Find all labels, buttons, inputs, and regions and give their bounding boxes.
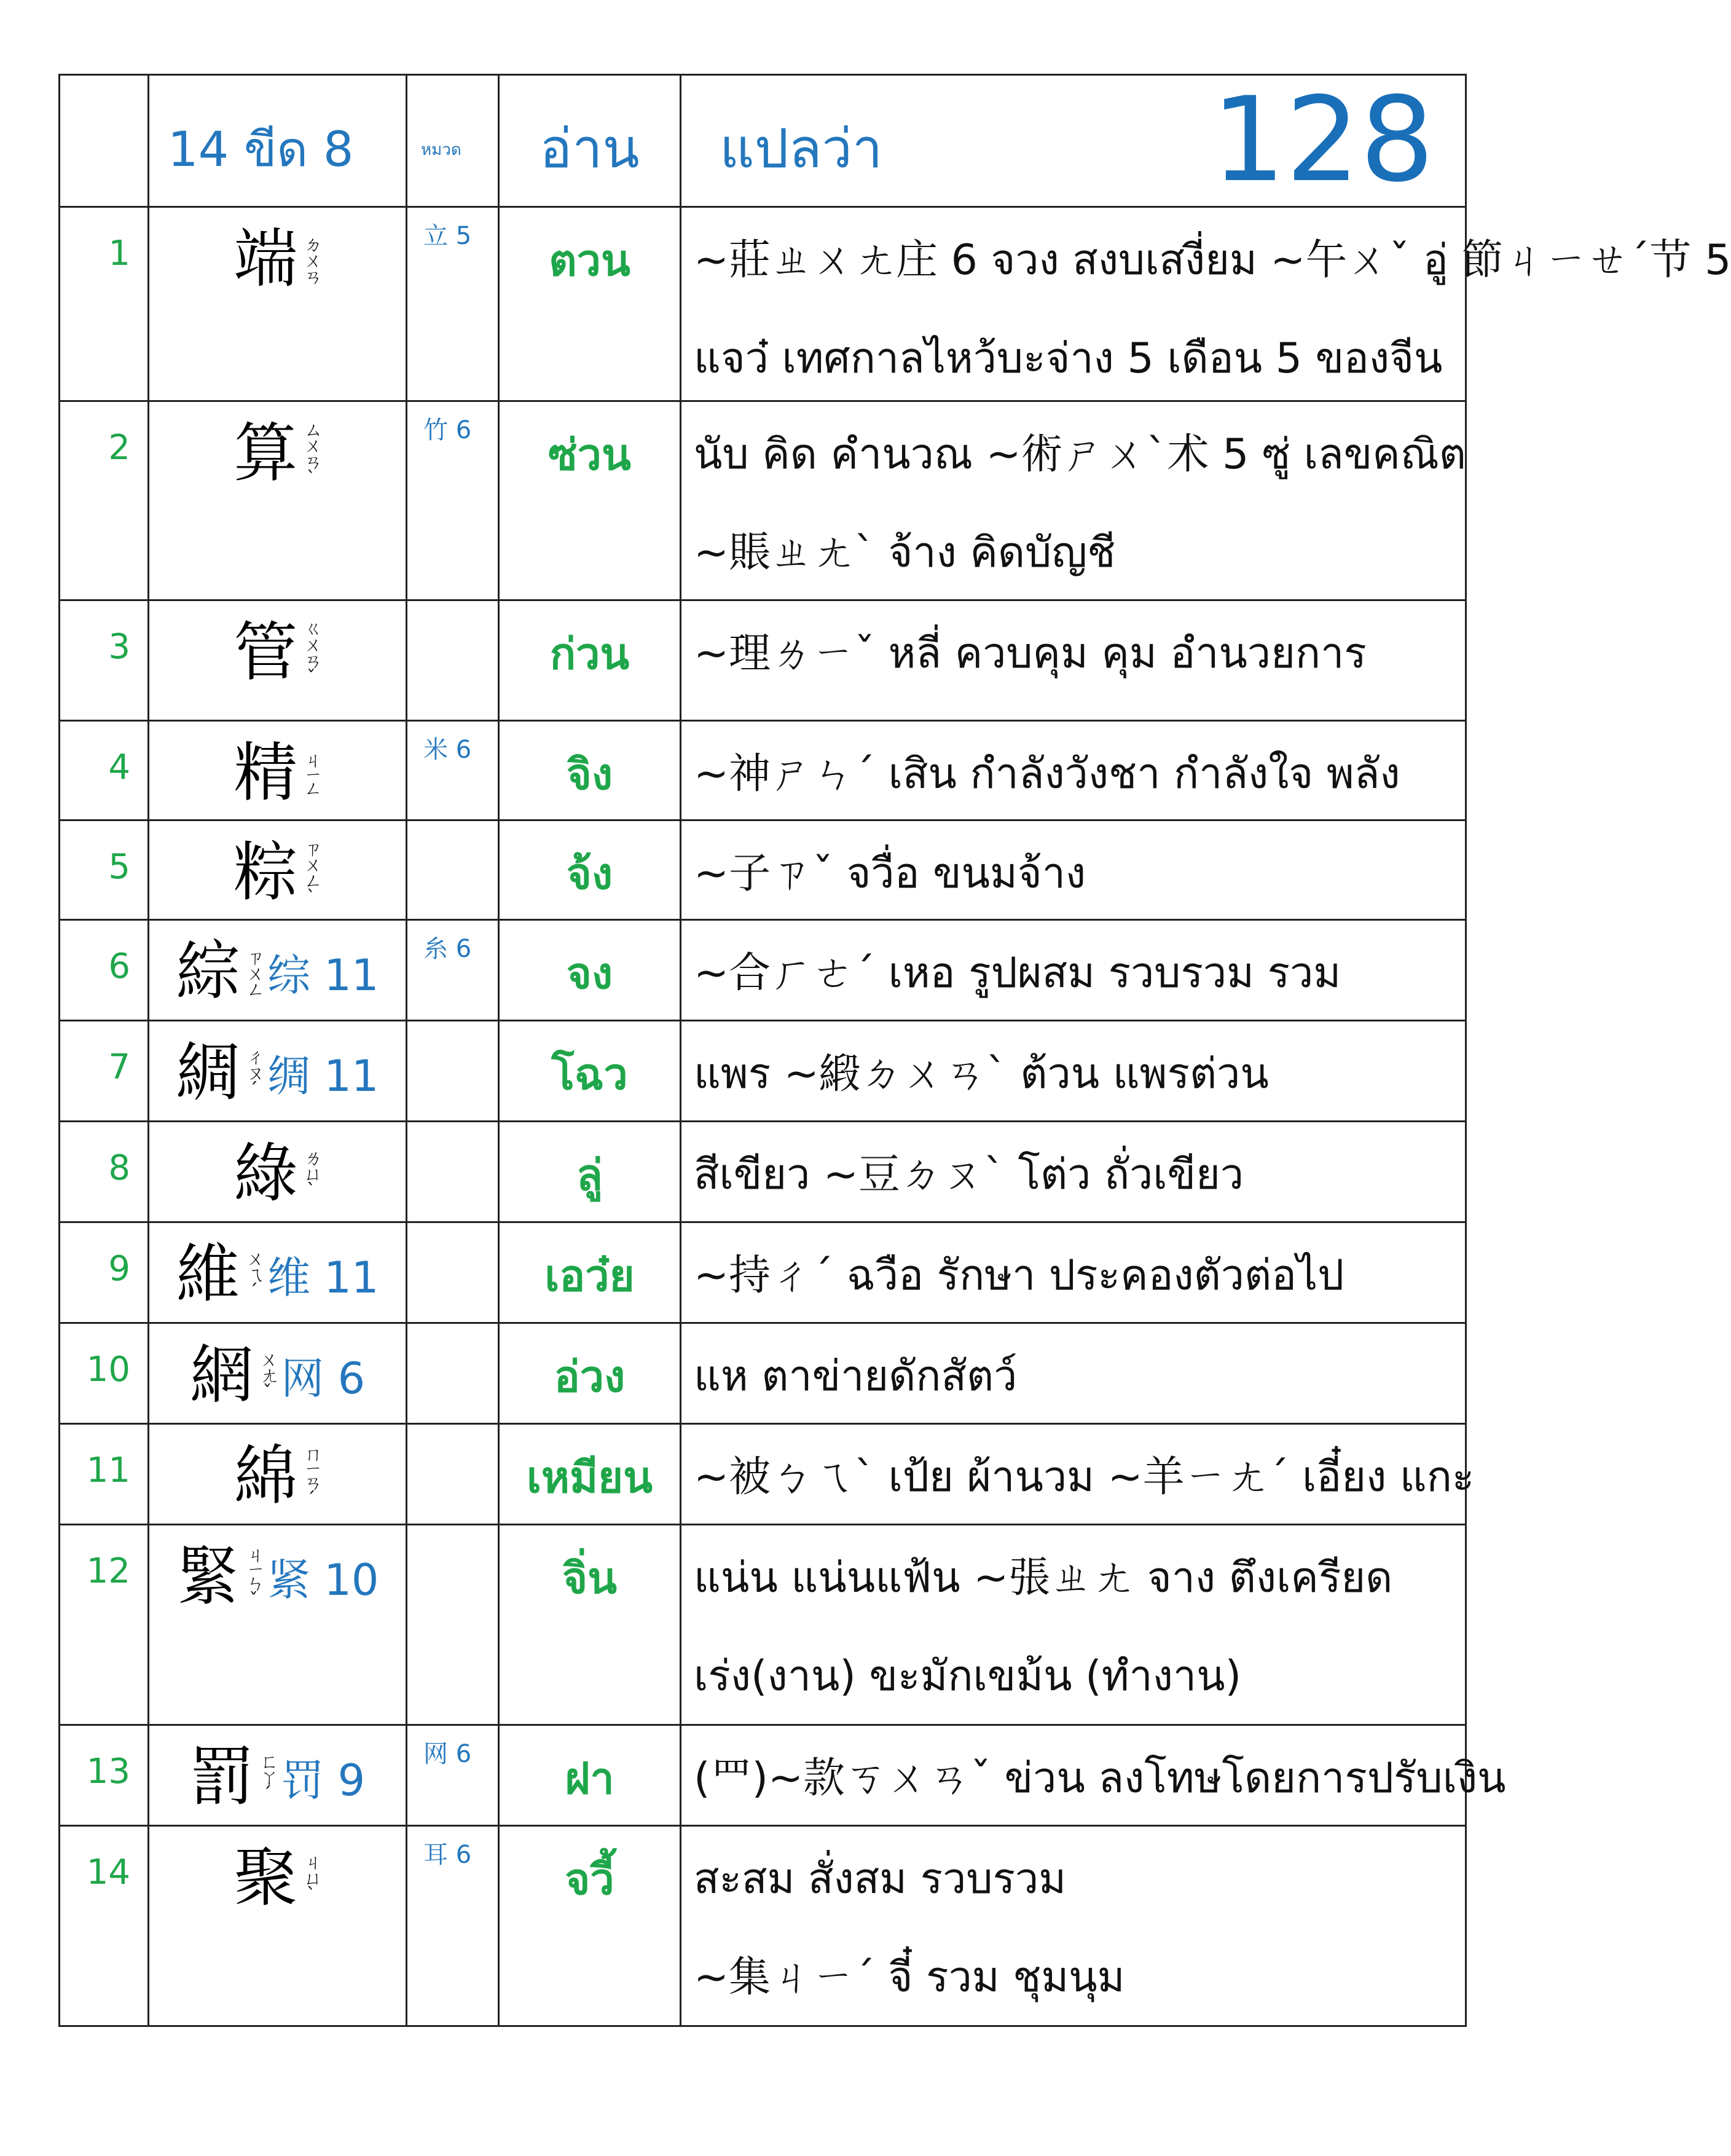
meaning-text <box>681 1122 1465 1206</box>
reading-cell <box>499 1021 681 1122</box>
simplified-character: 网 6 <box>281 1353 366 1404</box>
character-group <box>149 1425 406 1511</box>
traditional-character: 端 <box>234 221 298 296</box>
thai-reading: จิ่น <box>562 1553 617 1603</box>
traditional-character: 罰 <box>189 1739 254 1814</box>
page-number: 128 <box>1211 72 1434 208</box>
character-group <box>149 1827 406 1913</box>
number-cell <box>60 820 149 920</box>
reading-cell <box>499 401 681 600</box>
table-row <box>60 1725 1466 1826</box>
entry-number: 3 <box>108 627 130 667</box>
meaning-line: ~子ㄗˇ จวื่อ ขนมจ้าง <box>694 849 1086 898</box>
zhuyin-annotation <box>243 948 264 996</box>
entry-number: 9 <box>108 1249 130 1289</box>
character-group <box>149 402 406 488</box>
meaning-text <box>681 1324 1465 1407</box>
zhuyin-annotation <box>300 1444 321 1508</box>
entry-number: 1 <box>108 234 130 273</box>
meaning-text <box>681 1021 1465 1105</box>
character-group <box>149 722 406 808</box>
meaning-line: ~理ㄌㄧˇ หลี่ ควบคุม คุม อำนวยการ <box>694 629 1367 678</box>
table-row <box>60 1424 1466 1525</box>
traditional-character: 綜 <box>176 934 240 1009</box>
number-cell <box>60 1826 149 2026</box>
dictionary-table <box>58 72 1731 2027</box>
character-cell <box>149 600 407 721</box>
number-cell <box>60 1323 149 1424</box>
character-group <box>149 921 406 1007</box>
radical-cell <box>407 1122 499 1222</box>
meaning-text <box>681 921 1465 1004</box>
character-group <box>149 601 406 690</box>
radical-cell <box>407 1826 499 2026</box>
zhuyin-text: ㄍㄨㄢˇ <box>300 618 322 686</box>
thai-reading: จวี้ <box>565 1854 614 1905</box>
table-row <box>60 1525 1466 1725</box>
traditional-character: 維 <box>176 1237 240 1312</box>
meaning-cell <box>681 600 1466 721</box>
meaning-text <box>681 1827 1465 2008</box>
character-cell <box>149 207 407 401</box>
table-row <box>60 207 1466 401</box>
meaning-text <box>681 722 1465 805</box>
thai-reading: ซ่วน <box>548 430 631 480</box>
thai-reading: ฝา <box>565 1753 614 1804</box>
meaning-cell <box>681 1021 1466 1122</box>
zhuyin-annotation <box>300 420 321 487</box>
radical-label: 网 6 <box>423 1740 472 1768</box>
character-group <box>149 1525 406 1614</box>
table-row <box>60 600 1466 721</box>
header-strokes-cell <box>149 75 407 207</box>
meaning-text <box>681 402 1465 584</box>
zhuyin-annotation <box>300 1148 321 1199</box>
meaning-text <box>681 1223 1465 1307</box>
meaning-line: นับ คิด คำนวณ ~術ㄕㄨˋ术 5 ซู่ เลขคณิต <box>694 430 1466 479</box>
zhuyin-text: ㄈㄚˊ <box>256 1751 278 1803</box>
meaning-text <box>681 1425 1475 1508</box>
meaning-line: สะสม สั่งสม รวบรวม <box>694 1855 1067 1903</box>
zhuyin-annotation <box>256 1350 278 1401</box>
thai-reading: ก่วน <box>549 629 630 679</box>
table-row <box>60 1122 1466 1222</box>
table-row <box>60 401 1466 600</box>
meaning-line: ~被ㄅㄟˋ เป้ย ผ้านวม ~羊ㄧㄤˊ เอี๋ยง แกะ <box>694 1453 1475 1501</box>
reading-cell <box>499 1323 681 1424</box>
entry-number: 10 <box>86 1350 130 1390</box>
meaning-text <box>681 1726 1506 1809</box>
meaning-text <box>681 821 1465 905</box>
traditional-character: 算 <box>234 415 298 490</box>
number-cell <box>60 401 149 600</box>
header-number-cell <box>60 75 149 207</box>
reading-cell <box>499 1826 681 2026</box>
reading-cell <box>499 1122 681 1222</box>
character-group <box>149 1021 406 1108</box>
meaning-text <box>681 1525 1465 1707</box>
radical-cell <box>407 207 499 401</box>
radical-cell <box>407 920 499 1021</box>
simplified-character: 绸 11 <box>267 1050 379 1101</box>
radical-cell <box>407 1021 499 1122</box>
zhuyin-text: ㄐㄧㄥ <box>300 750 322 795</box>
traditional-character: 綠 <box>234 1136 298 1211</box>
meaning-heading: แปลว่า <box>720 117 883 180</box>
reading-cell <box>499 1725 681 1826</box>
meaning-line: ~莊ㄓㄨㄤ庄 6 จวง สงบเสงี่ยม ~午ㄨˇ อู่ 節ㄐㄧㄝˊ节 5 <box>694 236 1731 285</box>
thai-reading: เหมียน <box>526 1452 653 1503</box>
traditional-character: 綿 <box>234 1438 298 1513</box>
number-cell <box>60 1424 149 1525</box>
zhuyin-text: ㄇㄧㄢˊ <box>300 1444 322 1508</box>
radical-label: 糸 6 <box>423 935 472 963</box>
character-group <box>149 1324 406 1410</box>
header-meaning-cell <box>681 72 1466 208</box>
character-cell <box>149 920 407 1021</box>
radical-label: 耳 6 <box>423 1841 472 1869</box>
meaning-line: ~賬ㄓㄤˋ จ้าง คิดบัญชี <box>694 529 1116 577</box>
entry-number: 13 <box>86 1752 130 1792</box>
zhuyin-text: ㄌㄩˋ <box>300 1147 322 1199</box>
meaning-cell <box>681 207 1731 401</box>
traditional-character: 粽 <box>234 835 298 910</box>
header-reading-cell <box>499 75 681 207</box>
simplified-character: 维 11 <box>267 1252 379 1303</box>
meaning-line: ~神ㄕㄣˊ เสิน กำลังวังชา กำลังใจ พลัง <box>694 750 1400 798</box>
thai-reading: จิง <box>566 749 613 800</box>
zhuyin-annotation <box>300 235 321 283</box>
radical-cell <box>407 1725 499 1826</box>
zhuyin-annotation <box>300 1852 321 1903</box>
character-cell <box>149 1826 407 2026</box>
meaning-cell <box>681 1725 1506 1826</box>
entry-number: 8 <box>108 1148 130 1188</box>
zhuyin-text: ㄗㄨㄥˋ <box>300 838 322 906</box>
entry-number: 4 <box>108 747 130 787</box>
zhuyin-annotation <box>243 1545 264 1608</box>
reading-cell <box>499 1525 681 1725</box>
simplified-character: 综 11 <box>267 950 379 1001</box>
number-cell <box>60 721 149 820</box>
header-radical-cell <box>407 75 499 207</box>
meaning-text <box>681 208 1731 390</box>
traditional-character: 管 <box>234 615 298 690</box>
zhuyin-text: ㄔㄡˊ <box>243 1047 265 1098</box>
traditional-character: 緊 <box>176 1539 240 1614</box>
thai-reading: โฉว <box>551 1049 628 1100</box>
traditional-character: 聚 <box>234 1840 298 1915</box>
meaning-cell <box>681 1122 1466 1222</box>
number-cell <box>60 920 149 1021</box>
zhuyin-text: ㄨㄟˊ <box>243 1248 265 1300</box>
header-row <box>60 75 1466 207</box>
radical-cell <box>407 600 499 721</box>
zhuyin-text: ㄐㄧㄣˇ <box>243 1544 265 1608</box>
traditional-character: 網 <box>189 1337 254 1412</box>
radical-cell <box>407 1525 499 1725</box>
character-cell <box>149 1525 407 1725</box>
zhuyin-annotation <box>300 619 321 686</box>
zhuyin-text: ㄨㄤˇ <box>256 1349 278 1401</box>
character-cell <box>149 1424 407 1525</box>
simplified-character: 紧 10 <box>267 1554 379 1605</box>
meaning-line: ~合ㄏㄜˊ เหอ รูปผสม รวบรวม รวม <box>694 949 1341 997</box>
zhuyin-annotation <box>243 1047 264 1098</box>
meaning-line: เร่ง(งาน) ขะมักเขม้น (ทำงาน) <box>694 1652 1242 1701</box>
meaning-line: ~集ㄐㄧˊ จี๋ รวม ชุมนุม <box>694 1953 1125 2002</box>
entry-number: 2 <box>108 428 130 468</box>
thai-reading: เอว๋ย <box>544 1251 635 1301</box>
radical-label: 米 6 <box>423 736 472 764</box>
meaning-text <box>681 601 1465 685</box>
zhuyin-text: ㄙㄨㄢˋ <box>300 419 322 487</box>
thai-reading: ตวน <box>549 235 630 286</box>
reading-cell <box>499 207 681 401</box>
reading-cell <box>499 920 681 1021</box>
meaning-cell <box>681 920 1466 1021</box>
character-group <box>149 1122 406 1211</box>
thai-reading: ลู่ <box>576 1150 603 1200</box>
number-cell <box>60 1122 149 1222</box>
entry-number: 12 <box>86 1551 130 1591</box>
thai-reading: อ่วง <box>554 1351 626 1402</box>
character-cell <box>149 1122 407 1222</box>
entry-number: 7 <box>108 1047 130 1087</box>
radical-label: 立 5 <box>423 222 472 250</box>
radical-cell <box>407 401 499 600</box>
meaning-cell <box>681 1323 1466 1424</box>
traditional-character: 綢 <box>176 1035 240 1110</box>
meaning-cell <box>681 1424 1475 1525</box>
traditional-character: 精 <box>234 735 298 810</box>
character-group <box>149 208 406 294</box>
number-cell <box>60 600 149 721</box>
character-cell <box>149 1725 407 1826</box>
table-row <box>60 820 1466 920</box>
character-group <box>149 1726 406 1812</box>
radical-cell <box>407 820 499 920</box>
zhuyin-text: ㄉㄨㄢ <box>300 235 322 283</box>
meaning-cell <box>681 1525 1466 1725</box>
zhuyin-annotation <box>300 839 321 906</box>
number-cell <box>60 207 149 401</box>
meaning-line: ~持ㄔˊ ฉวือ รักษา ประคองตัวต่อไป <box>694 1251 1344 1300</box>
character-cell <box>149 1323 407 1424</box>
radical-cell <box>407 1323 499 1424</box>
meaning-cell <box>681 820 1466 920</box>
meaning-line: แจว๋ เทศกาลไหว้บะจ่าง 5 เดือน 5 ของจีน <box>694 334 1443 383</box>
reading-cell <box>499 721 681 820</box>
number-cell <box>60 1725 149 1826</box>
character-cell <box>149 820 407 920</box>
meaning-line: สีเขียว ~豆ㄉㄡˋ โต่ว ถั่วเขียว <box>694 1151 1244 1199</box>
reading-cell <box>499 1222 681 1323</box>
reading-cell <box>499 600 681 721</box>
table-row <box>60 1021 1466 1122</box>
character-cell <box>149 721 407 820</box>
reading-heading: อ่าน <box>540 117 640 180</box>
radical-cell <box>407 721 499 820</box>
number-cell <box>60 1525 149 1725</box>
reading-cell <box>499 820 681 920</box>
meaning-line: แห ตาข่ายดักสัตว์ <box>694 1352 1018 1401</box>
character-cell <box>149 401 407 600</box>
meaning-line: (罒)~款ㄎㄨㄢˇ ข่วน ลงโทษโดยการปรับเงิน <box>694 1754 1506 1803</box>
table-row <box>60 1826 1466 2026</box>
meaning-cell <box>681 1826 1466 2026</box>
zhuyin-annotation <box>256 1752 278 1803</box>
zhuyin-text: ㄗㄨㄥ <box>243 948 265 996</box>
radical-label: 竹 6 <box>423 416 472 444</box>
zhuyin-annotation <box>243 1249 264 1300</box>
strokes-heading: 14 ขีด 8 <box>168 122 354 178</box>
character-group <box>149 1223 406 1312</box>
table-row <box>60 920 1466 1021</box>
simplified-character: 罚 9 <box>281 1755 366 1806</box>
character-group <box>149 821 406 910</box>
character-cell <box>149 1222 407 1323</box>
entry-number: 14 <box>86 1852 130 1892</box>
zhuyin-annotation <box>300 750 321 795</box>
radical-heading: หมวด <box>421 141 461 159</box>
radical-cell <box>407 1424 499 1525</box>
entry-number: 6 <box>108 946 130 986</box>
zhuyin-text: ㄐㄩˋ <box>300 1852 322 1903</box>
entry-number: 5 <box>108 847 130 887</box>
reading-cell <box>499 1424 681 1525</box>
table-row <box>60 1323 1466 1424</box>
meaning-cell <box>681 1222 1466 1323</box>
table-row <box>60 721 1466 820</box>
meaning-line: แน่น แน่นแฟ้น ~張ㄓㄤ จาง ตึงเครียด <box>694 1554 1393 1602</box>
entry-number: 11 <box>86 1450 130 1490</box>
meaning-cell <box>681 401 1466 600</box>
meaning-line: แพร ~緞ㄉㄨㄢˋ ต้วน แพรต่วน <box>694 1050 1269 1098</box>
number-cell <box>60 1222 149 1323</box>
character-cell <box>149 1021 407 1122</box>
thai-reading: จ้ง <box>566 849 613 899</box>
number-cell <box>60 1021 149 1122</box>
radical-cell <box>407 1222 499 1323</box>
thai-reading: จง <box>566 948 613 999</box>
meaning-cell <box>681 721 1466 820</box>
table-row <box>60 1222 1466 1323</box>
